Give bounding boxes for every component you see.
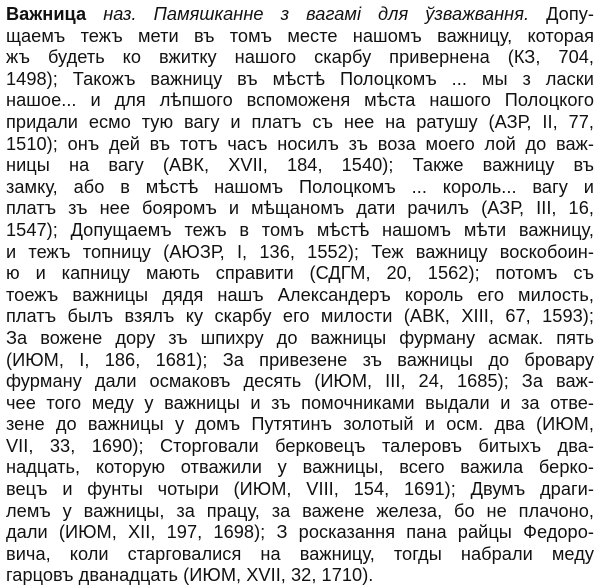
entry-text-line: зене до важницы у домъ Путятинъ золотый и осм. два (ИЮМ, <box>6 414 594 435</box>
entry-text-line: надцать, которую отважили у важницы, всего важила берко- <box>6 457 594 478</box>
entry-line-1 <box>6 4 594 26</box>
entry-headword: Важница <box>6 4 87 24</box>
entry-text-line: За вожене дору зъ шпихру до важницы фурману асмак. пять <box>6 327 594 348</box>
entry-text-line: чее того меду у важницы и зъ помочниками выдали и за отве- <box>6 392 594 413</box>
entry-text-line: лемъ у важницы, за працу, за важене железа, бо не плачоно, <box>6 500 594 521</box>
entry-text-line: и тежъ топницу (АЮЗР, I, 136, 1552); Теж важницу воскобоин- <box>6 241 594 262</box>
entry-text-line: нашое... и для лѣпшого вспоможеня мѣста нашого Полоцкого <box>6 90 594 111</box>
entry-text-line: платъ былъ взялъ ку скарбу его милости (АВК, XIII, 67, 1593); <box>6 306 594 327</box>
entry-text-line: жъ будеть ко вжитку нашого скарбу привернена (КЗ, 704, <box>6 47 594 68</box>
entry-text-line: придали есмо тую вагу и платъ съ нее на ратушу (АЗР, II, 77, <box>6 111 594 132</box>
entry-text-line: вича, коли старговалися на важницу, тогды набрали меду <box>6 543 594 564</box>
dictionary-entry <box>6 4 594 587</box>
entry-text-line: VII, 33, 1690); Сторговали берковецъ талеровъ битыхъ два- <box>6 435 594 456</box>
entry-text-line: щаемъ тежъ мети въ томъ месте нашомъ важницу, которая <box>6 25 594 46</box>
entry-text-line: тоежъ важницы дядя нашъ Александеръ король его милость, <box>6 284 594 305</box>
entry-text-line: ницы на вагу (АВК, XVII, 184, 1540); Также важницу въ <box>6 155 594 176</box>
entry-text-line: дали (ИЮМ, XII, 197, 1698); З росказання пана райцы Федоро- <box>6 522 594 543</box>
entry-text-line: Допу- <box>546 4 594 24</box>
entry-text-line: гарцовъ дванадцать (ИЮМ, XVII, 32, 1710). <box>6 565 374 586</box>
entry-text-line: 1547); Допущаемъ тежъ в томъ мѣстѣ нашомъ мѣти важницу, <box>6 219 594 240</box>
entry-text-line: замку, або в мѣстѣ нашомъ Полоцкомъ ... король... вагу и <box>6 176 594 197</box>
entry-text-line: ю и капницу мають справити (СДГМ, 20, 1562); потомъ съ <box>6 263 594 284</box>
entry-text-line: (ИЮМ, I, 186, 1681); За привезене зъ важницы до бровару <box>6 349 594 370</box>
entry-text-line: вецъ и фунты чотыри (ИЮМ, VIII, 154, 1691); Двумъ драги- <box>6 479 594 500</box>
entry-text-line: платъ зъ нее бояромъ и мѣщаномъ дати рачилъ (АЗР, III, 16, <box>6 198 594 219</box>
entry-definition: наз. Памяшканне з вагамі для ўзважвання. <box>103 4 530 24</box>
entry-text-line: фурману дали осмаковъ десять (ИЮМ, III, 24, 1685); За важ- <box>6 371 594 392</box>
entry-text-line: 1498); Такожъ важницу въ мѣстѣ Полоцкомъ ... мы з ласки <box>6 68 594 89</box>
entry-text-line: 1510); онъ дей въ тотъ часъ носилъ зъ воза моего лой до важ- <box>6 133 594 154</box>
